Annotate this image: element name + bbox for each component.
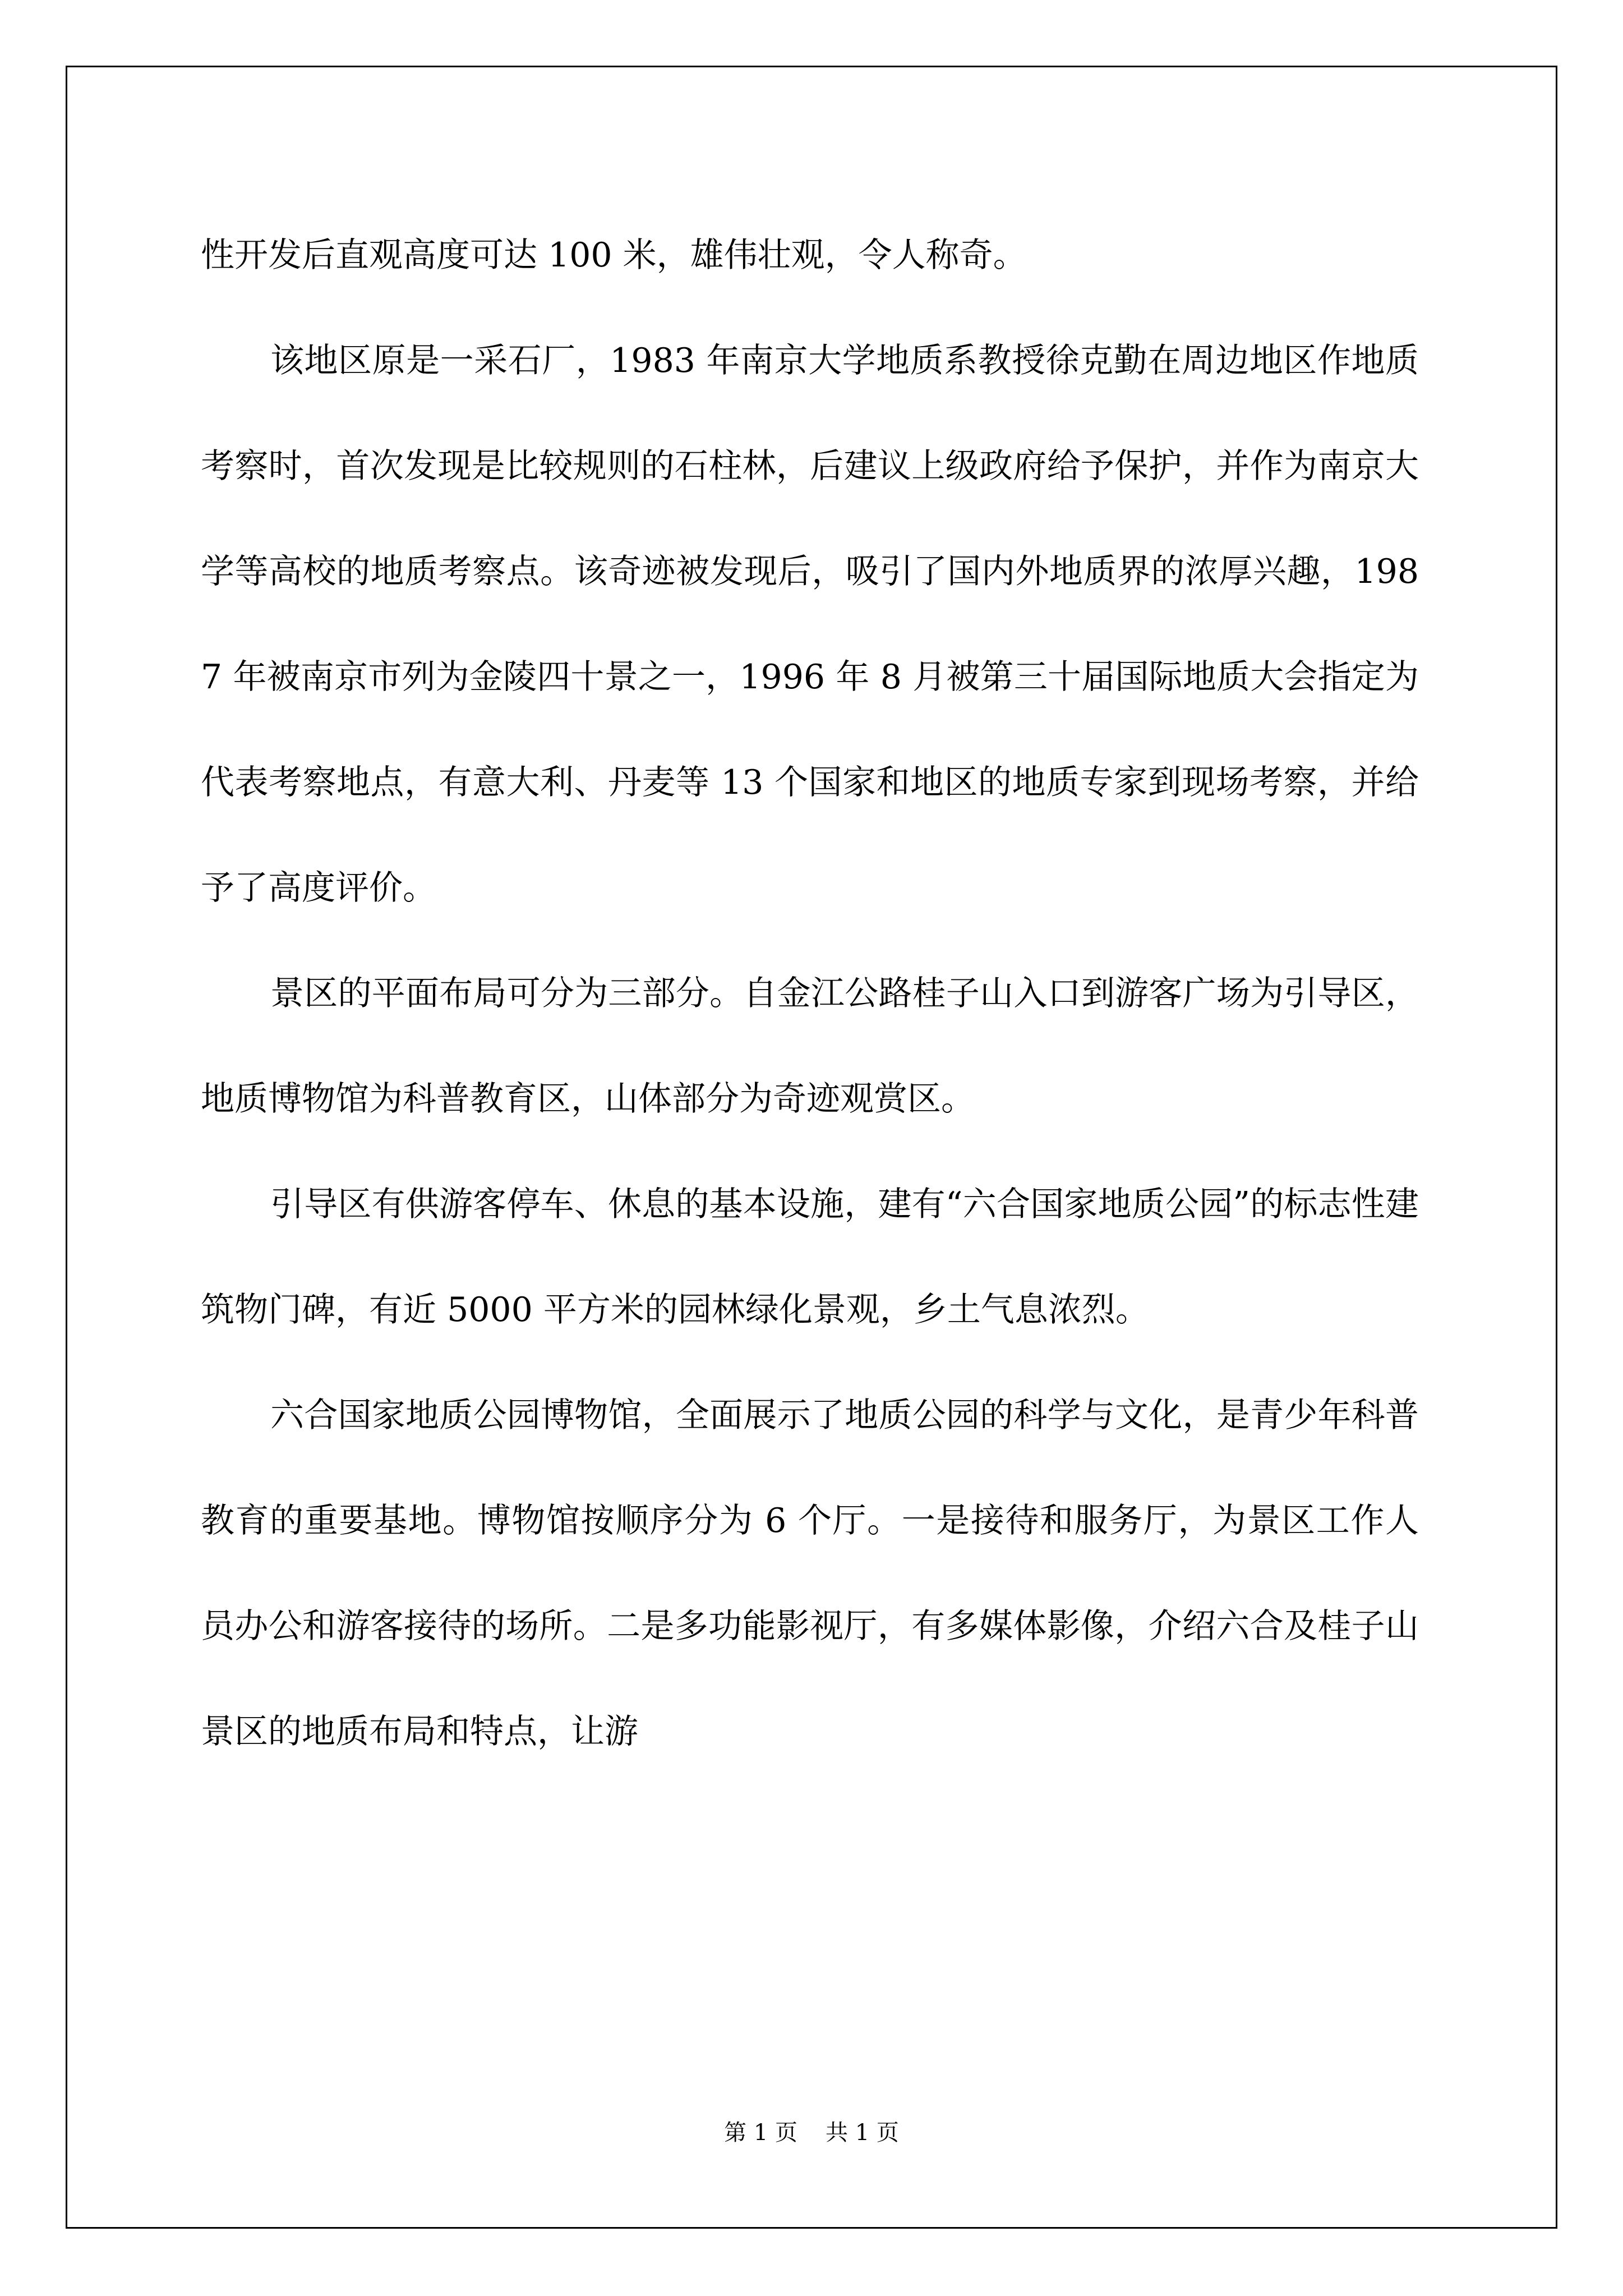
paragraph-4: 引导区有供游客停车、休息的基本设施，建有“六合国家地质公园”的标志性建筑物门碑，有近 5000 平方米的园林绿化景观，乡土气息浓烈。 (201, 1185, 1419, 1329)
paragraph-2: 该地区原是一采石厂，1983 年南京大学地质系教授徐克勤在周边地区作地质考察时，首次发现是比较规则的石柱林，后建议上级政府给予保护，并作为南京大学等高校的地质考察点。该奇迹被发现后，吸引了国内外地质界的浓厚兴趣，1987 年被南京市列为金陵四十景之一，1996 年 8 月被第三十届国际地质大会指定为代表考察地点，有意大利、丹麦等 13 个国家和地区的地质专家到现场考察，并给予了高度评价。 (201, 341, 1419, 908)
document-body (201, 203, 1419, 1784)
paragraph-1: 性开发后直观高度可达 100 米，雄伟壮观，令人称奇。 (201, 236, 1027, 275)
page-number: 第 1 页 (724, 2120, 797, 2146)
paragraph-3: 景区的平面布局可分为三部分。自金江公路桂子山入口到游客广场为引导区，地质博物馆为科普教育区，山体部分为奇迹观赏区。 (201, 974, 1419, 1119)
page-footer (0, 2116, 1623, 2150)
paragraph-5: 六合国家地质公园博物馆，全面展示了地质公园的科学与文化，是青少年科普教育的重要基地。博物馆按顺序分为 6 个厅。一是接待和服务厅，为景区工作人员办公和游客接待的场所。二是多功能影视厅，有多媒体影像，介绍六合及桂子山景区的地质布局和特点，让游 (201, 1396, 1419, 1751)
page-total: 共 1 页 (826, 2120, 899, 2146)
